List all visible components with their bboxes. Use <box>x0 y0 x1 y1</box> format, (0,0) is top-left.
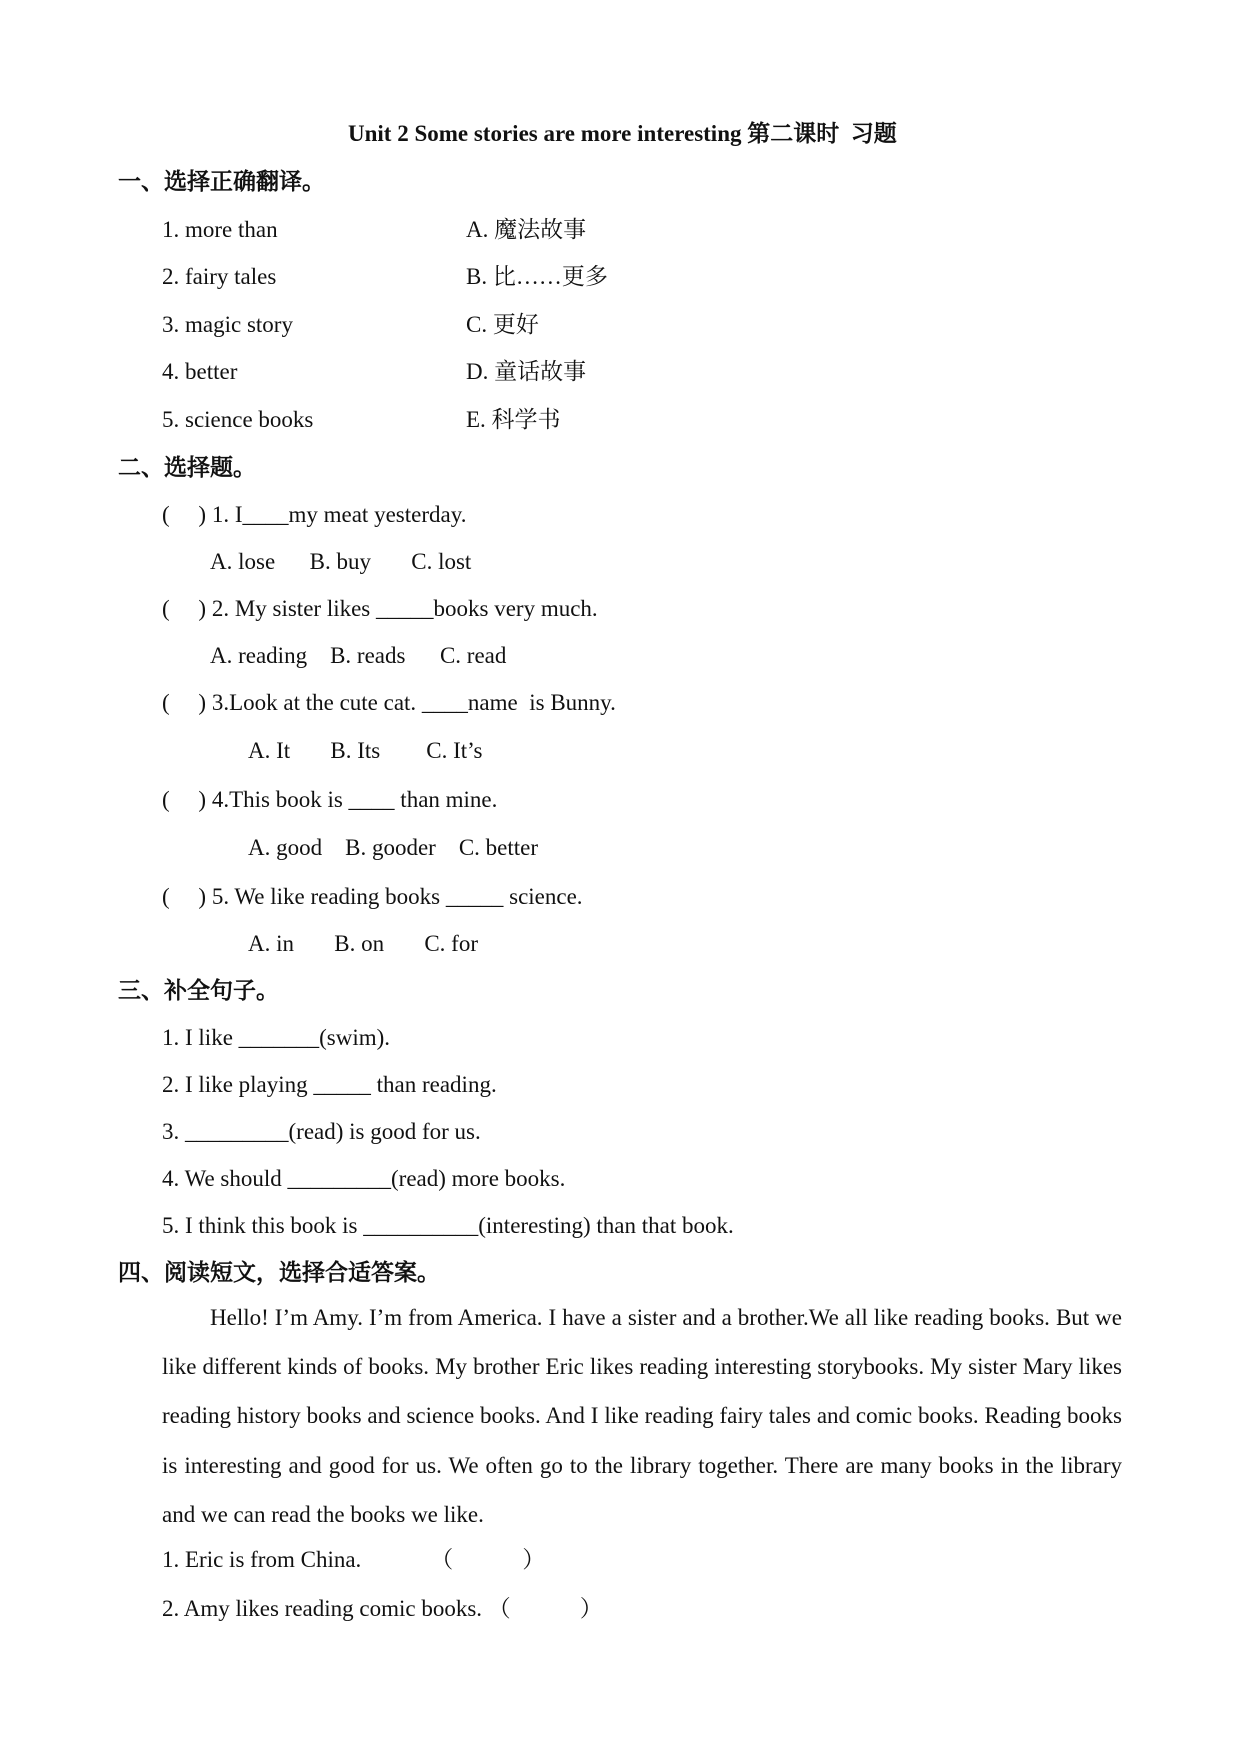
reading-question: 2. Amy likes reading comic books. （ ） <box>162 1596 603 1621</box>
section-heading-1: 一、选择正确翻译。 <box>118 169 325 194</box>
choice-options: A. It B. Its C. It’s <box>248 738 483 763</box>
fill-in-item: 5. I think this book is __________(interesting) than that book. <box>162 1213 734 1238</box>
fill-in-item: 3. _________(read) is good for us. <box>162 1119 481 1144</box>
reading-question: 1. Eric is from China. （ ） <box>162 1547 546 1572</box>
choice-options: A. in B. on C. for <box>248 931 478 956</box>
page-title: Unit 2 Some stories are more interesting 第二课时 习题 <box>348 121 897 146</box>
reading-passage: Hello! I’m Amy. I’m from America. I have a sister and a brother.We all like reading books. But we like different kinds of books. My brother Eric likes reading interesting storybooks. My sister Mary likes reading history books and science books. And I like reading fairy tales and comic books. Reading books is interesting and good for us. We often go to the library together. There are many books in the library and we can read the books we like. <box>162 1305 1122 1527</box>
translation-option: E. 科学书 <box>466 407 561 432</box>
choice-question: ( ) 4.This book is ____ than mine. <box>162 787 498 812</box>
choice-question: ( ) 3.Look at the cute cat. ____name is Bunny. <box>162 690 616 715</box>
translation-item: 2. fairy tales <box>162 264 277 289</box>
translation-option: C. 更好 <box>466 312 539 337</box>
translation-option: D. 童话故事 <box>466 359 587 384</box>
choice-question: ( ) 2. My sister likes _____books very much. <box>162 596 598 621</box>
choice-question: ( ) 5. We like reading books _____ science. <box>162 884 583 909</box>
translation-option: A. 魔法故事 <box>466 217 587 242</box>
translation-item: 5. science books <box>162 407 314 432</box>
fill-in-item: 2. I like playing _____ than reading. <box>162 1072 497 1097</box>
translation-item: 4. better <box>162 359 238 384</box>
translation-item: 3. magic story <box>162 312 293 337</box>
section-heading-3: 三、补全句子。 <box>118 978 279 1003</box>
choice-options: A. good B. gooder C. better <box>248 835 539 860</box>
translation-option: B. 比……更多 <box>466 264 608 289</box>
fill-in-item: 4. We should _________(read) more books. <box>162 1166 566 1191</box>
fill-in-item: 1. I like _______(swim). <box>162 1025 391 1050</box>
choice-options: A. reading B. reads C. read <box>210 643 507 668</box>
choice-options: A. lose B. buy C. lost <box>210 549 472 574</box>
section-heading-2: 二、选择题。 <box>118 455 256 480</box>
translation-item: 1. more than <box>162 217 278 242</box>
choice-question: ( ) 1. I____my meat yesterday. <box>162 502 467 527</box>
section-heading-4: 四、阅读短文，选择合适答案。 <box>118 1260 440 1285</box>
